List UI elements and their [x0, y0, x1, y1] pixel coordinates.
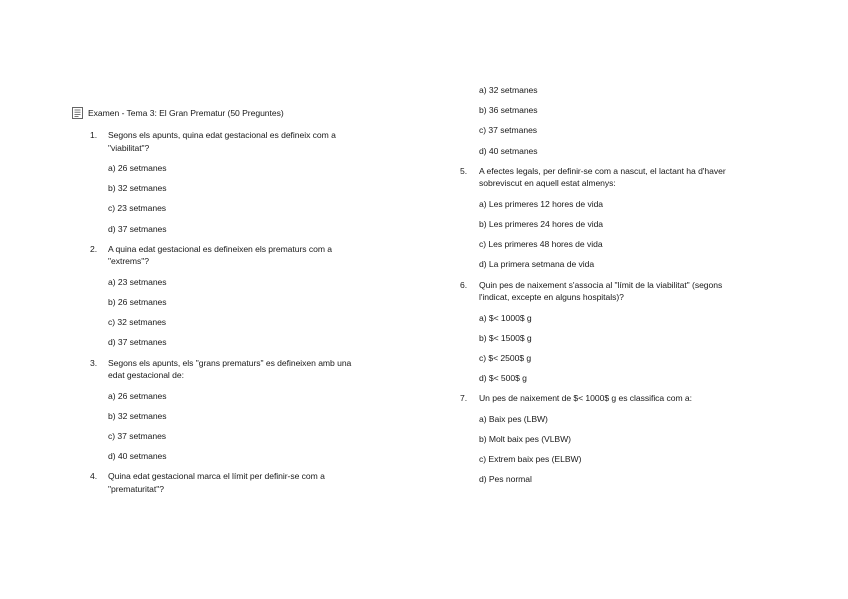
answer-option: a) 23 setmanes	[108, 276, 167, 287]
question-text: Quin pes de naixement s'associa al "límit de la viabilitat" (segons l'indicat, excepte en alguns hospitals)?	[479, 279, 723, 302]
exam-title	[72, 106, 392, 120]
answer-option: a) Baix pes (LBW)	[479, 413, 548, 424]
answer-option: b) Molt baix pes (VLBW)	[479, 433, 571, 444]
question-text: Segons els apunts, els "grans prematurs" es defineixen amb una edat gestacional de:	[108, 357, 352, 380]
left-column	[72, 106, 392, 503]
question-header	[72, 243, 392, 268]
answer-option: c) 23 setmanes	[108, 203, 167, 214]
question-number-text: 5.	[460, 165, 468, 176]
question-text: Un pes de naixement de $< 1000$ g es classifica com a:	[479, 393, 692, 404]
question-item	[72, 357, 392, 471]
question-number-text: 1.	[90, 130, 98, 140]
question-item	[72, 243, 392, 357]
answer-option: b) 26 setmanes	[108, 296, 167, 307]
question-header	[460, 165, 780, 190]
question-item	[72, 129, 392, 243]
question-number	[460, 165, 479, 190]
question-number	[460, 392, 479, 405]
right-column	[460, 84, 780, 494]
answer-option: d) 40 setmanes	[108, 451, 167, 462]
question-number	[460, 279, 479, 304]
document-icon	[72, 107, 83, 119]
answer-option: d) Pes normal	[479, 474, 532, 485]
question-text: Quina edat gestacional marca el límit per definir-se com a "prematuritat"?	[108, 471, 325, 494]
answer-option: c) 37 setmanes	[479, 125, 538, 136]
continued-options	[460, 84, 780, 165]
answer-option: d) La primera setmana de vida	[479, 259, 595, 270]
question-header	[72, 357, 392, 382]
question-item	[460, 279, 780, 393]
answer-option: b) 32 setmanes	[108, 410, 167, 421]
question-number	[72, 470, 108, 495]
answer-option: b) 36 setmanes	[479, 105, 538, 116]
answer-option: b) 32 setmanes	[108, 183, 167, 194]
answer-option: d) 40 setmanes	[479, 145, 538, 156]
question-header	[460, 392, 780, 405]
left-question-list	[72, 129, 392, 495]
question-text: A quina edat gestacional es defineixen els prematurs com a "extrems"?	[108, 243, 333, 267]
answer-option: a) 32 setmanes	[479, 85, 538, 95]
question-header	[72, 470, 392, 495]
question-number	[72, 243, 108, 268]
question-header	[460, 279, 780, 304]
answer-option: b) $< 1500$ g	[479, 332, 532, 343]
question-item	[72, 470, 392, 495]
answer-option: a) Les primeres 12 hores de vida	[479, 198, 604, 209]
answer-option: c) $< 2500$ g	[479, 352, 532, 363]
question-number-text: 3.	[90, 357, 98, 368]
answer-option: b) Les primeres 24 hores de vida	[479, 218, 604, 229]
answer-option: c) 37 setmanes	[108, 430, 167, 441]
question-item	[460, 392, 780, 493]
answer-option: a) 26 setmanes	[108, 163, 167, 173]
exam-title-text: Examen - Tema 3: El Gran Prematur (50 Preguntes)	[88, 108, 284, 118]
question-header	[72, 129, 392, 154]
question-number-text: 2.	[90, 243, 98, 254]
answer-option: d) $< 500$ g	[479, 373, 527, 384]
answer-option: d) 37 setmanes	[108, 223, 167, 234]
right-question-list	[460, 165, 780, 494]
question-number-text: 6.	[460, 279, 468, 290]
question-number	[72, 357, 108, 382]
answer-option: c) 32 setmanes	[108, 317, 167, 328]
question-text: Segons els apunts, quina edat gestacional es defineix com a "viabilitat"?	[108, 130, 336, 153]
answer-option: a) $< 1000$ g	[479, 312, 532, 323]
question-item	[460, 165, 780, 279]
answer-option: c) Extrem baix pes (ELBW)	[479, 454, 582, 465]
question-number-text: 7.	[460, 393, 468, 404]
question-text: A efectes legals, per definir-se com a nascut, el lactant ha d'haver sobreviscut en aquell estat almenys:	[479, 165, 726, 189]
answer-option: d) 37 setmanes	[108, 337, 167, 348]
question-number-text: 4.	[90, 471, 98, 482]
question-number	[72, 129, 108, 154]
answer-option: a) 26 setmanes	[108, 390, 167, 401]
answer-option: c) Les primeres 48 hores de vida	[479, 239, 603, 250]
